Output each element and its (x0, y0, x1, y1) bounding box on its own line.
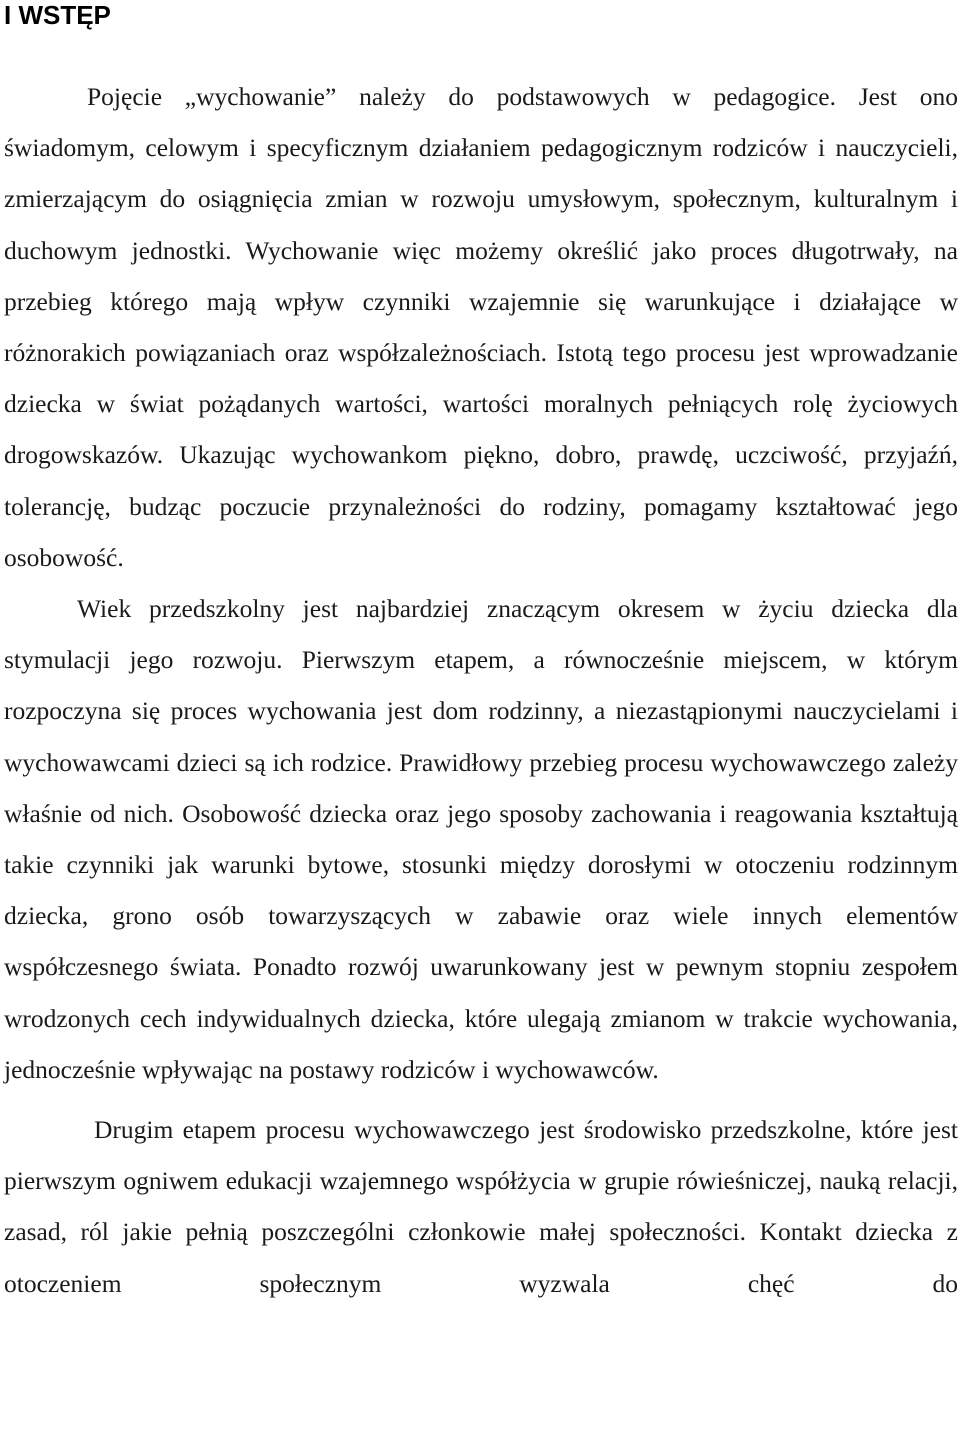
paragraph-2: Wiek przedszkolny jest najbardziej znaczącym okresem w życiu dziecka dla stymulacji jego rozwoju. Pierwszym etapem, a równocześnie miejscem, w którym rozpoczyna się proces wychowania jest dom rodzinny, a niezastąpionymi nauczycielami i wychowawcami dzieci są ich rodzice. Prawidłowy przebieg procesu wychowawczego zależy właśnie od nich. Osobowość dziecka oraz jego sposoby zachowania i reagowania kształtują takie czynniki jak warunki bytowe, stosunki między dorosłymi w otoczeniu rodzinnym dziecka, grono osób towarzyszących w zabawie oraz wiele innych elementów współczesnego świata. Ponadto rozwój uwarunkowany jest w pewnym stopniu zespołem wrodzonych cech indywidualnych dziecka, które ulegają zmianom w trakcie wychowania, jednocześnie wpływając na postawy rodziców i wychowawców. (4, 594, 958, 1084)
paragraph-3: Drugim etapem procesu wychowawczego jest środowisko przedszkolne, które jest pierwszym ogniwem edukacji wzajemnego współżycia w grupie rówieśniczej, nauką relacji, zasad, ról jakie pełnią poszczególni członkowie małej społeczności. Kontakt dziecka z otoczeniem społecznym wyzwala chęć do (4, 1115, 958, 1298)
chapter-heading: I WSTĘP (4, 0, 111, 30)
body-text (4, 71, 958, 1309)
paragraph-1: Pojęcie „wychowanie” należy do podstawowych w pedagogice. Jest ono świadomym, celowym i specyficznym działaniem pedagogicznym rodziców i nauczycieli, zmierzającym do osiągnięcia zmian w rozwoju umysłowym, społecznym, kulturalnym i duchowym jednostki. Wychowanie więc możemy określić jako proces długotrwały, na przebieg którego mają wpływ czynniki wzajemnie się warunkujące i działające w różnorakich powiązaniach oraz współzależnościach. Istotą tego procesu jest wprowadzanie dziecka w świat pożądanych wartości, wartości moralnych pełniących rolę życiowych drogowskazów. Ukazując wychowankom piękno, dobro, prawdę, uczciwość, przyjaźń, tolerancję, budząc poczucie przynależności do rodziny, pomagamy kształtować jego osobowość. (4, 82, 958, 572)
